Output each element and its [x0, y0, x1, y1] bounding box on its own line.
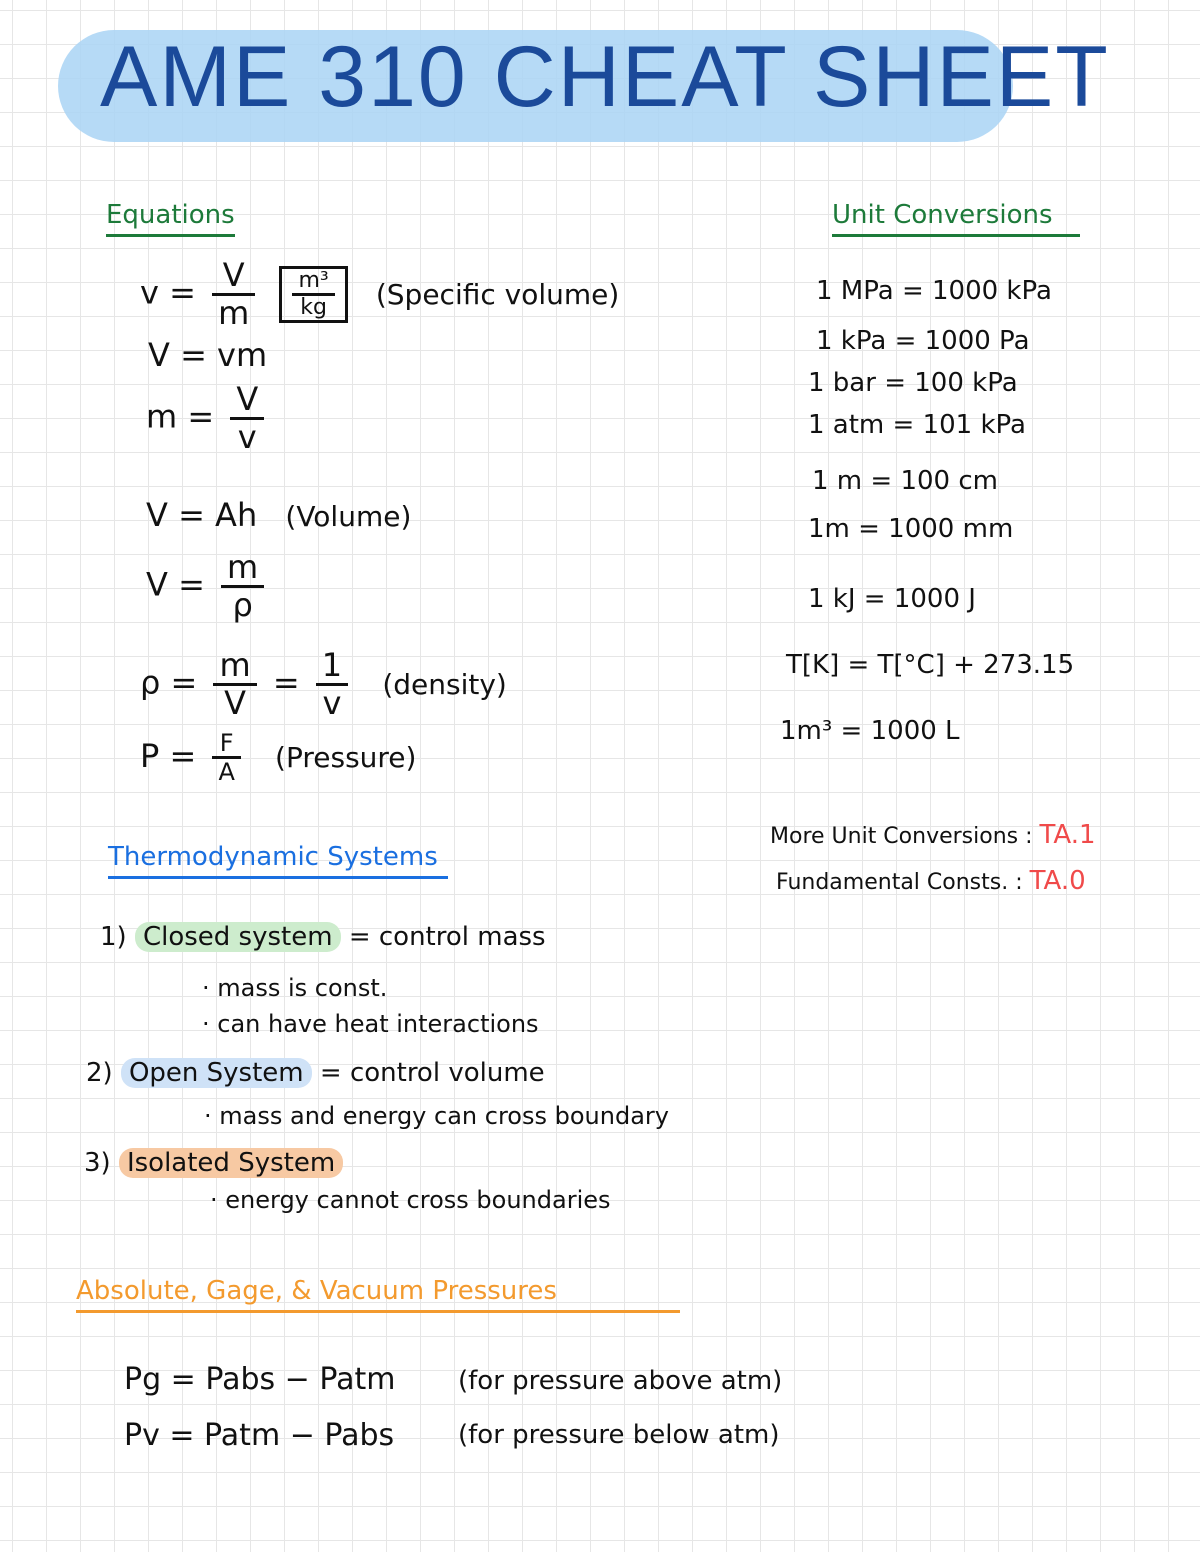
page-title: AME 310 CHEAT SHEET: [100, 29, 1110, 125]
conversion-item: 1 m = 100 cm: [812, 466, 998, 496]
system-bullet: · mass and energy can cross boundary: [204, 1102, 669, 1130]
ta1-ref: TA.1: [1039, 820, 1096, 850]
unit-denominator: kg: [300, 295, 327, 321]
system-bullet: · energy cannot cross boundaries: [210, 1186, 611, 1214]
numerator: m: [213, 648, 256, 686]
eq-lhs: ρ =: [140, 663, 198, 702]
gage-pressure-equation: [124, 1362, 395, 1397]
volume-formula: V = Ah: [146, 496, 258, 534]
more-label: More Unit Conversions :: [770, 824, 1033, 849]
fraction: [213, 648, 256, 721]
fundamental-consts-ref: [776, 866, 1086, 896]
conversion-item: 1 bar = 100 kPa: [808, 368, 1018, 398]
system-name: Open System: [121, 1058, 312, 1088]
v-equals-vm-equation: V = vm: [148, 336, 268, 374]
fraction: [221, 550, 264, 623]
conversion-item: 1 kPa = 1000 Pa: [816, 326, 1030, 356]
eq-lhs: V =: [146, 565, 205, 604]
density-note: (density): [382, 667, 507, 701]
numerator: m: [221, 550, 264, 588]
numerator: 1: [316, 648, 348, 686]
conversion-item: T[K] = T[°C] + 273.15: [786, 650, 1075, 680]
system-bullet: · can have heat interactions: [202, 1010, 539, 1038]
system-number: 1): [100, 922, 127, 952]
denominator: v: [322, 684, 342, 723]
unit-bracket: [279, 266, 347, 323]
denominator: ρ: [232, 586, 253, 625]
denominator: V: [224, 684, 246, 723]
m-equation: [146, 382, 270, 455]
volume-note: (Volume): [285, 500, 412, 533]
fraction: [316, 648, 348, 721]
conversion-item: 1m³ = 1000 L: [780, 716, 960, 746]
equations-heading: Equations: [106, 200, 235, 237]
thermo-systems-heading: Thermodynamic Systems: [108, 842, 448, 879]
pressure-note: (Pressure): [275, 740, 417, 774]
unit-fraction: [292, 269, 334, 320]
system-name: Closed system: [135, 922, 341, 952]
system-number: 3): [84, 1148, 111, 1178]
denominator: A: [218, 758, 235, 787]
system-number: 2): [86, 1058, 113, 1088]
system-bullet: · mass is const.: [202, 974, 388, 1002]
specific-volume-equation: [140, 258, 619, 331]
conversion-item: 1m = 1000 mm: [808, 514, 1014, 544]
denominator: m: [218, 294, 250, 333]
eq-lhs: m =: [146, 397, 215, 436]
denominator: v: [237, 418, 257, 457]
conversion-item: 1 MPa = 1000 kPa: [816, 276, 1052, 306]
unit-conversions-heading: Unit Conversions: [832, 200, 1080, 237]
volume-equation: [146, 496, 411, 534]
specific-volume-note: (Specific volume): [375, 277, 620, 311]
system-name: Isolated System: [119, 1148, 343, 1178]
system-equivalent: = control volume: [319, 1058, 545, 1088]
conversion-item: 1 kJ = 1000 J: [808, 584, 976, 614]
pressure-formula: Pg = Pabs − Patm: [124, 1362, 396, 1397]
fraction: [212, 730, 240, 786]
v-rho-equation: [146, 550, 270, 623]
system-closed: [100, 922, 546, 952]
numerator: V: [212, 258, 255, 296]
eq-lhs: v =: [140, 273, 196, 312]
system-isolated: [84, 1148, 343, 1178]
ta0-ref: TA.0: [1029, 866, 1086, 896]
more-conversions-ref: [770, 820, 1096, 850]
unit-numerator: m³: [292, 269, 334, 296]
pressures-heading: Absolute, Gage, & Vacuum Pressures: [76, 1276, 680, 1313]
equals-sign: =: [272, 663, 300, 702]
pressure-formula: Pv = Patm − Pabs: [124, 1418, 395, 1453]
system-equivalent: = control mass: [348, 922, 546, 952]
fund-label: Fundamental Consts. :: [776, 870, 1023, 895]
fraction: [230, 382, 264, 455]
pressure-equation: [140, 730, 416, 786]
vacuum-pressure-equation: [124, 1418, 394, 1453]
numerator: F: [212, 730, 240, 759]
fraction: [212, 258, 255, 331]
vacuum-pressure-note: (for pressure below atm): [458, 1420, 780, 1450]
gage-pressure-note: (for pressure above atm): [458, 1366, 783, 1396]
density-equation: [140, 648, 507, 721]
eq-lhs: P =: [140, 736, 197, 775]
system-open: [86, 1058, 545, 1088]
numerator: V: [230, 382, 264, 420]
conversion-item: 1 atm = 101 kPa: [808, 410, 1026, 440]
